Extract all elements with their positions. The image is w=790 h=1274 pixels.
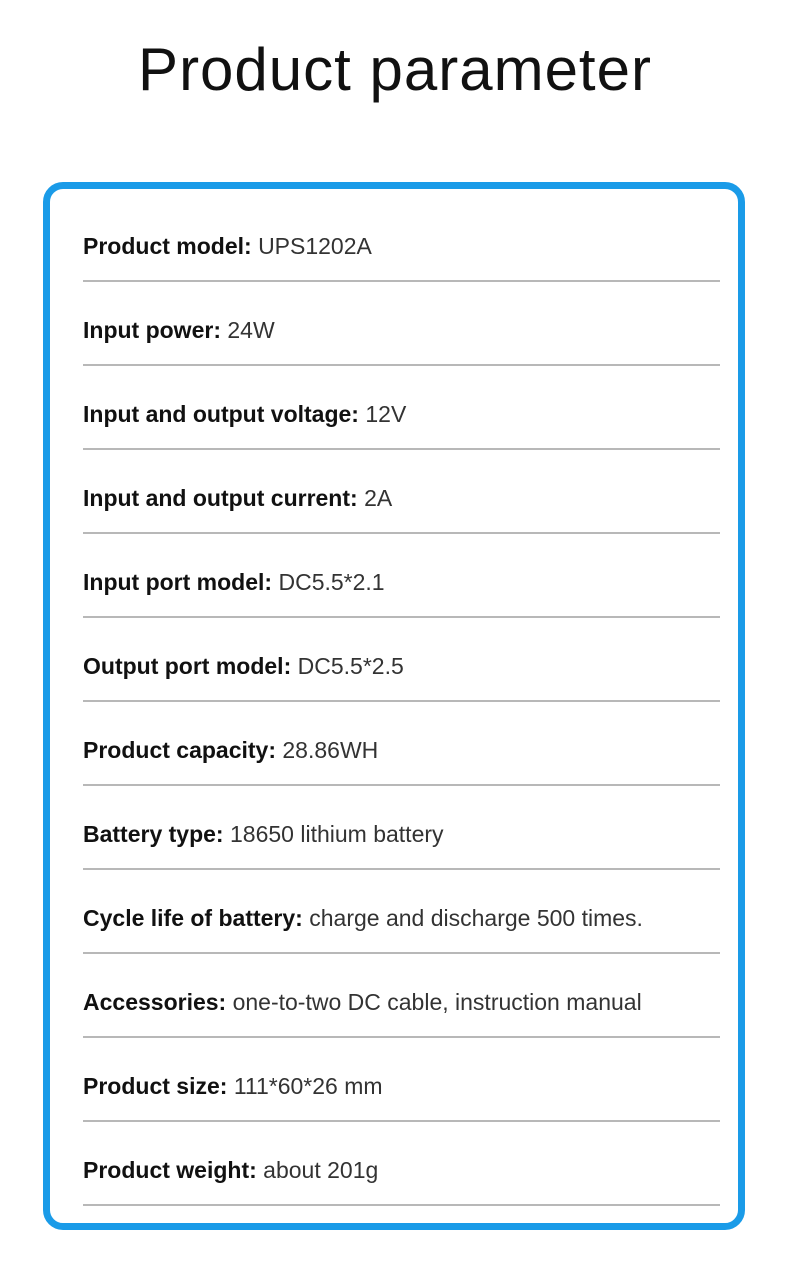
spec-list: [83, 199, 720, 1207]
spec-value: 12V: [365, 401, 407, 427]
spec-label: Accessories:: [83, 989, 227, 1015]
spec-row-product-size: [83, 1039, 720, 1122]
spec-label: Product capacity:: [83, 737, 276, 763]
spec-label: Input and output current:: [83, 485, 358, 511]
spec-row-accessories: [83, 955, 720, 1038]
spec-value: 111*60*26 mm: [233, 1073, 383, 1099]
spec-value: about 201g: [263, 1157, 379, 1183]
spec-value: one-to-two DC cable, instruction manual: [232, 989, 642, 1015]
spec-value: DC5.5*2.5: [297, 653, 404, 679]
spec-row-output-port-model: [83, 619, 720, 702]
spec-label: Product weight:: [83, 1157, 257, 1183]
spec-label: Battery type:: [83, 821, 224, 847]
spec-card: [43, 182, 745, 1230]
spec-row-io-voltage: [83, 367, 720, 450]
spec-label: Input power:: [83, 317, 221, 343]
spec-row-io-current: [83, 451, 720, 534]
spec-row-input-port-model: [83, 535, 720, 618]
spec-row-input-power: [83, 283, 720, 366]
spec-value: UPS1202A: [258, 233, 372, 259]
page-title: Product parameter: [138, 36, 652, 103]
spec-row-battery-type: [83, 787, 720, 870]
spec-row-product-model: [83, 199, 720, 282]
spec-row-product-weight: [83, 1123, 720, 1206]
spec-label: Output port model:: [83, 653, 292, 679]
spec-row-product-capacity: [83, 703, 720, 786]
spec-label: Product size:: [83, 1073, 228, 1099]
spec-value: DC5.5*2.1: [278, 569, 385, 595]
spec-value: 24W: [227, 317, 275, 343]
spec-value: 18650 lithium battery: [230, 821, 444, 847]
spec-label: Input port model:: [83, 569, 273, 595]
spec-row-cycle-life: [83, 871, 720, 954]
spec-label: Cycle life of battery:: [83, 905, 303, 931]
spec-value: 2A: [364, 485, 393, 511]
spec-label: Input and output voltage:: [83, 401, 359, 427]
spec-label: Product model:: [83, 233, 252, 259]
spec-value: charge and discharge 500 times.: [309, 905, 643, 931]
spec-value: 28.86WH: [282, 737, 379, 763]
